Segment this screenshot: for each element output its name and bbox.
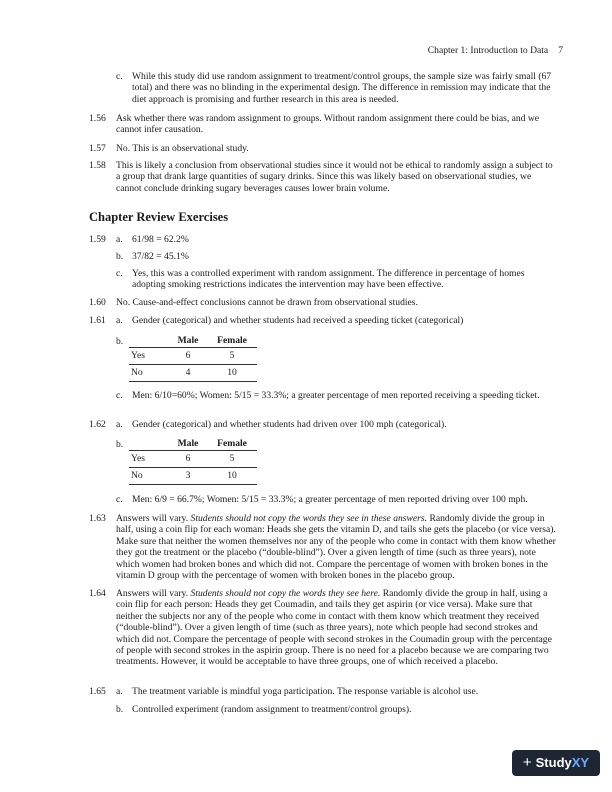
answer-text: Randomly divide the group in half, using a coin flip for each person: Heads they get Coumadin, and tails they get aspirin (or vice versa). Make sure that neither the subjects nor any of the people who come in contact with them know which treatment they received (“double-blind”). Over a given length of time (such as three years), note which people had second strokes and which did not. Compare the percentage of people with second strokes in the Coumadin group with the percentage of people with second strokes in the aspirin group. There is no need for a placebo because we are comparing two treatments. However, it would be acceptable to have three groups, one of which received a placebo. <box>116 588 552 668</box>
part-label: c. <box>116 71 123 82</box>
exercise-number: 1.57 <box>89 143 106 154</box>
brand-name: Study <box>535 755 572 770</box>
table-row <box>129 468 257 485</box>
studyxy-logo[interactable] <box>512 750 600 776</box>
answer-text: Gender (categorical) and whether students had received a speeding ticket (categorical) <box>132 315 464 326</box>
table-row <box>129 365 257 382</box>
row-label: No <box>129 468 169 485</box>
part-label: c. <box>116 268 123 279</box>
part-label: b. <box>116 336 124 347</box>
answer-text: 37/82 = 45.1% <box>132 251 189 262</box>
column-header: Female <box>217 335 247 347</box>
answer-text: No. This is an observational study. <box>116 143 249 154</box>
exercise-number: 1.60 <box>89 297 106 308</box>
table-corner <box>129 438 169 451</box>
answer-text: Men: 6/9 = 66.7%; Women: 5/15 = 33.3%; a greater percentage of men reported driving over 100 mph. <box>132 494 528 505</box>
row-label: Yes <box>129 451 169 468</box>
table-cell: 5 <box>207 451 257 468</box>
page-number: 7 <box>558 45 563 56</box>
answer-text: This is likely a conclusion from observational studies since it would not be ethical to randomly assign a subject to a group that drank large quantities of sugary drinks. Since this was likely based on observational studies, we cannot conclude drinking sugary beverages causes lower brain volume. <box>116 160 553 194</box>
answer-italic-note: Students should not copy the words they see in these answers. <box>190 513 428 524</box>
exercise-number: 1.61 <box>89 315 106 326</box>
exercise-number: 1.59 <box>89 234 106 245</box>
exercise-number: 1.63 <box>89 513 106 524</box>
table-cell: 10 <box>207 468 257 485</box>
exercise-number: 1.56 <box>89 113 106 124</box>
answer-text: Ask whether there was random assignment to groups. Without random assignment there could be bias, and we cannot infer causation. <box>116 113 540 136</box>
table-cell: 6 <box>169 348 207 365</box>
part-label: a. <box>116 419 123 430</box>
table-cell: 4 <box>169 365 207 382</box>
part-label: a. <box>116 234 123 245</box>
part-label: b. <box>116 251 124 262</box>
answer-text: Men: 6/10=60%; Women: 5/15 = 33.3%; a greater percentage of men reported receiving a speeding ticket. <box>132 390 540 401</box>
part-label: c. <box>116 494 123 505</box>
part-label: b. <box>116 704 124 715</box>
answer-text: No. Cause-and-effect conclusions cannot be drawn from observational studies. <box>116 297 418 308</box>
answer-text: 61/98 = 62.2% <box>132 234 189 245</box>
page-header <box>428 45 563 56</box>
answer-italic-note: Students should not copy the words they see here. <box>190 588 381 599</box>
answer-lead: Answers will vary. <box>116 588 191 599</box>
answer-text: While this study did use random assignment to treatment/control groups, the sample size was fairly small (67 total) and there was no blinding in the experimental design. The difference in remission may indicate that the diet approach is promising and further research in this area is needed. <box>132 71 552 105</box>
exercise-number: 1.62 <box>89 419 106 430</box>
row-label: No <box>129 365 169 382</box>
row-label: Yes <box>129 348 169 365</box>
table-cell: 6 <box>169 451 207 468</box>
over-100mph-table <box>129 438 257 485</box>
part-label: b. <box>116 439 124 450</box>
exercise-number: 1.58 <box>89 160 106 171</box>
column-header: Male <box>177 438 199 450</box>
table-row <box>129 348 257 365</box>
column-header: Female <box>217 438 247 450</box>
answer-text: Yes, this was a controlled experiment with random assignment. The difference in percentage of homes adopting smoking restrictions indicates the intervention may have been effective. <box>132 268 525 291</box>
plus-icon: + <box>522 754 532 771</box>
table-cell: 10 <box>207 365 257 382</box>
column-header: Male <box>177 335 199 347</box>
answer-text: Controlled experiment (random assignment to treatment/control groups). <box>132 704 412 715</box>
exercise-number: 1.65 <box>89 686 106 697</box>
part-label: c. <box>116 390 123 401</box>
answer-lead: Answers will vary. <box>116 513 191 524</box>
answer-paragraph <box>116 513 559 581</box>
exercise-number: 1.64 <box>89 588 106 599</box>
speeding-ticket-table <box>129 335 257 382</box>
answer-text: Gender (categorical) and whether students had driven over 100 mph (categorical). <box>132 419 447 430</box>
table-corner <box>129 335 169 348</box>
part-label: a. <box>116 686 123 697</box>
answer-paragraph <box>116 588 559 668</box>
section-heading: Chapter Review Exercises <box>89 210 229 224</box>
brand-name-accent: XY <box>571 755 590 770</box>
answer-text: The treatment variable is mindful yoga participation. The response variable is alcohol use. <box>132 686 479 697</box>
part-label: a. <box>116 315 123 326</box>
table-cell: 3 <box>169 468 207 485</box>
table-cell: 5 <box>207 348 257 365</box>
table-row <box>129 451 257 468</box>
chapter-title: Chapter 1: Introduction to Data <box>427 45 549 56</box>
answer-text: Randomly divide the group in half, using a coin flip for each woman: Heads she gets the vitamin D, and tails she gets the placebo (or vice versa). Make sure that neither the women themselves nor any of the people who come in contact with them know whether they got the treatment or the placebo (“double-blind”). Over a given length of time (such as three years), note which women had broken bones and which did not. Compare the percentage of women with broken bones in the vitamin D group with the percentage of women with broken bones in the placebo group. <box>116 513 556 582</box>
